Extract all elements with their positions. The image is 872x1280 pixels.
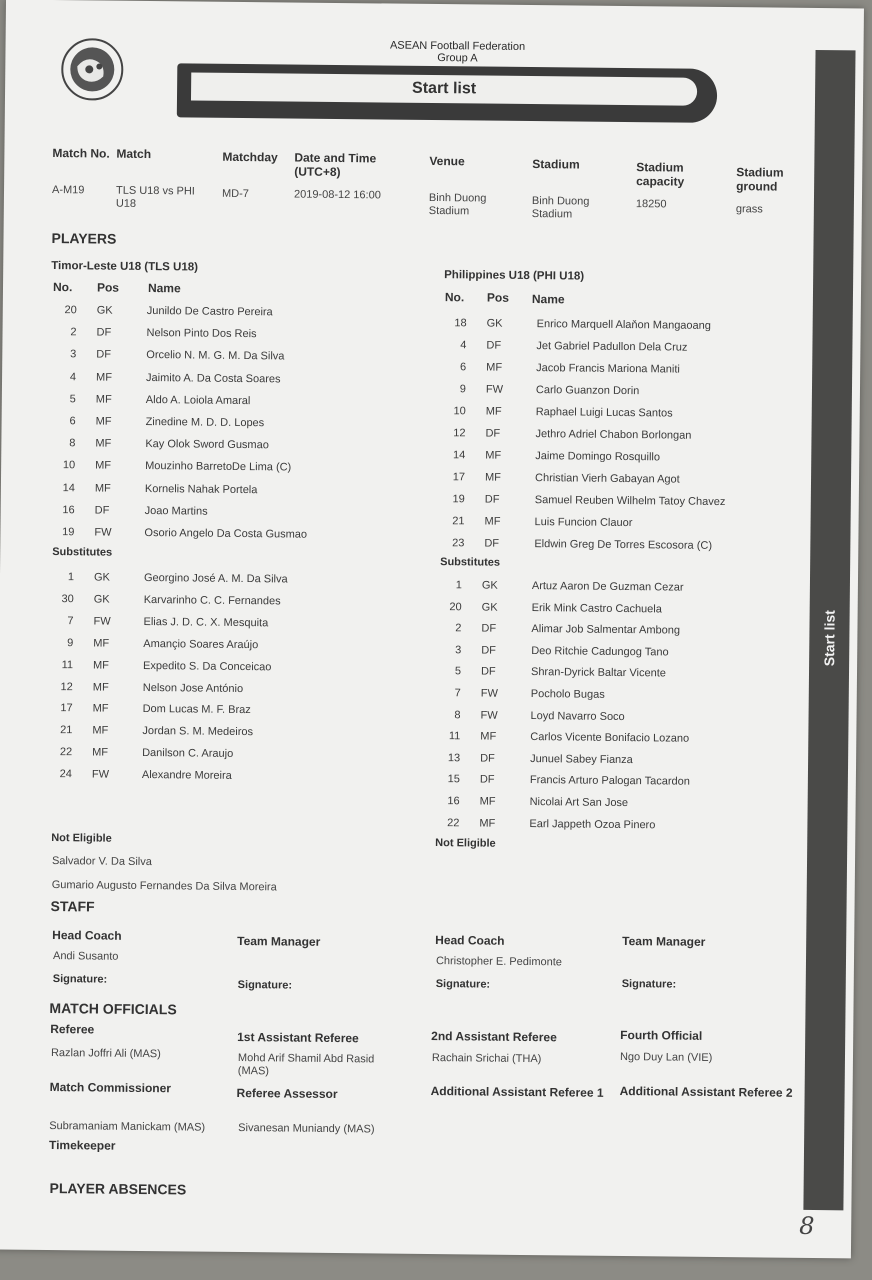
player-position: MF [93, 637, 110, 650]
player-number: 10 [62, 459, 76, 472]
player-number: 1 [67, 571, 75, 584]
aar1-label: Additional Assistant Referee 1 [430, 1084, 604, 1100]
document-title: Start list [191, 72, 697, 105]
player-name: Orcelio N. M. G. M. Da Silva [146, 349, 285, 363]
player-position: DF [484, 537, 500, 550]
player-number: 30 [61, 593, 74, 606]
header-ground: Stadium ground [736, 165, 784, 194]
commissioner-name: Subramaniam Manickam (MAS) [49, 1120, 206, 1134]
player-position: MF [92, 680, 109, 694]
ar1-label: 1st Assistant Referee [237, 1029, 359, 1046]
player-position: GK [93, 571, 110, 584]
player-position: GK [96, 304, 113, 317]
header-match-no: Match No. [52, 146, 110, 161]
player-number: 17 [452, 471, 466, 484]
ar2-name: Rachain Srichai (THA) [431, 1052, 542, 1066]
home-not-eligible-1: Salvador V. Da Silva [51, 855, 152, 869]
player-number: 11 [448, 730, 461, 743]
player-number: 6 [69, 415, 76, 428]
group-name: Group A [437, 52, 478, 65]
player-number: 14 [62, 481, 75, 494]
player-position: MF [92, 724, 109, 737]
player-name: Kornelis Nahak Portela [144, 482, 258, 496]
home-not-eligible-label: Not Eligible [51, 832, 112, 845]
home-head-coach: Andi Susanto [52, 950, 119, 963]
player-number: 2 [70, 326, 77, 339]
player-name: Jaimito A. Da Costa Soares [146, 371, 281, 385]
player-position: GK [481, 579, 498, 592]
player-position: MF [479, 817, 496, 830]
player-name: Loyd Navarro Soco [530, 709, 625, 723]
value-ground: grass [735, 203, 763, 216]
player-name: Danilson C. Araujo [142, 747, 234, 761]
value-stadium: Binh Duong Stadium [531, 195, 590, 221]
player-name: Jacob Francis Mariona Maniti [536, 362, 680, 376]
player-name: Enrico Marquell Alaňon Mangaoang [536, 318, 711, 332]
value-venue: Binh Duong Stadium [428, 191, 487, 218]
player-number: 23 [452, 537, 465, 550]
player-number: 21 [60, 724, 73, 737]
player-name: Earl Jappeth Ozoa Pinero [529, 817, 656, 831]
player-position: DF [96, 326, 112, 339]
player-number: 12 [60, 680, 73, 693]
player-position: DF [485, 427, 501, 440]
player-name: Carlo Guanzon Dorin [535, 384, 640, 398]
referee-label: Referee [50, 1022, 95, 1037]
player-number: 24 [59, 768, 72, 781]
player-number: 3 [455, 644, 462, 657]
home-col-pos: Pos [96, 280, 120, 295]
side-tab [803, 50, 855, 1210]
player-name: Carlos Vicente Bonifacio Lozano [530, 731, 690, 745]
player-position: DF [481, 644, 496, 657]
player-position: FW [91, 768, 110, 781]
player-position: MF [92, 746, 109, 759]
player-name: Mouzinho BarretoDe Lima (C) [145, 460, 292, 474]
player-number: 17 [60, 702, 73, 715]
player-position: FW [485, 383, 504, 396]
player-name: Christian Vierh Gabayan Agot [534, 472, 680, 486]
player-name: Jet Gabriel Padullon Dela Cruz [536, 340, 688, 354]
player-number: 13 [447, 751, 461, 765]
player-number: 16 [62, 503, 75, 517]
player-position: MF [95, 393, 112, 406]
player-position: DF [481, 622, 497, 635]
player-name: Karvarinho C. C. Fernandes [143, 593, 281, 608]
away-col-name: Name [531, 292, 565, 307]
player-number: 19 [62, 526, 75, 539]
home-team-manager-signature: Signature: [237, 978, 293, 992]
home-substitutes-label: Substitutes [52, 546, 113, 559]
player-name: Junuel Sabey Fianza [530, 752, 633, 766]
header-stadium: Stadium [532, 157, 580, 172]
player-name: Alimar Job Salmentar Ambong [531, 623, 681, 637]
player-number: 11 [61, 658, 74, 671]
assessor-label: Referee Assessor [236, 1085, 338, 1102]
player-position: FW [94, 526, 112, 539]
value-capacity: 18250 [635, 198, 667, 211]
player-position: GK [481, 601, 498, 614]
header-venue: Venue [429, 153, 465, 169]
player-number: 4 [69, 370, 77, 383]
player-number: 12 [453, 427, 466, 440]
player-absences-title: PLAYER ABSENCES [49, 1180, 187, 1198]
away-team-manager-label: Team Manager [622, 934, 706, 949]
player-position: MF [92, 659, 110, 672]
player-number: 8 [69, 437, 76, 450]
player-number: 16 [447, 795, 460, 808]
timekeeper-label: Timekeeper [48, 1138, 116, 1153]
home-head-coach-signature: Signature: [52, 973, 108, 986]
player-name: Jordan S. M. Medeiros [142, 725, 254, 739]
player-position: FW [93, 615, 111, 628]
player-name: Nicolai Art San Jose [529, 796, 629, 810]
header-datetime: Date and Time (UTC+8) [294, 150, 377, 180]
officials-title: MATCH OFFICIALS [49, 1000, 177, 1018]
player-name: Kay Olok Sword Gusmao [145, 438, 269, 452]
staff-title: STAFF [50, 898, 95, 915]
away-not-eligible-label: Not Eligible [435, 837, 496, 850]
player-name: Artuz Aaron De Guzman Cezar [531, 580, 684, 594]
commissioner-label: Match Commissioner [49, 1080, 172, 1096]
player-position: MF [95, 415, 112, 428]
player-number: 20 [64, 304, 77, 317]
player-name: Expedito S. Da Conceicao [142, 659, 272, 673]
player-position: GK [486, 317, 503, 330]
player-position: DF [96, 348, 112, 362]
player-position: MF [484, 471, 501, 484]
player-position: DF [480, 752, 495, 765]
player-name: Alexandre Moreira [141, 769, 232, 783]
player-number: 15 [447, 773, 460, 786]
player-name: Jethro Adriel Chabon Borlongan [535, 428, 692, 442]
player-position: DF [480, 665, 496, 679]
away-substitutes-label: Substitutes [440, 556, 501, 569]
player-name: Georgino José A. M. Da Silva [143, 571, 288, 586]
fourth-official-label: Fourth Official [620, 1027, 703, 1043]
player-number: 10 [453, 405, 466, 418]
player-position: MF [479, 795, 496, 808]
player-number: 9 [459, 383, 467, 396]
player-position: MF [95, 459, 112, 473]
player-name: Aldo A. Loiola Amaral [145, 393, 251, 407]
value-match-no: A-M19 [51, 184, 85, 197]
org-name: ASEAN Football Federation [389, 39, 526, 53]
value-datetime: 2019-08-12 16:00 [293, 188, 381, 202]
player-position: MF [485, 449, 502, 462]
player-name: Zinedine M. D. D. Lopes [145, 415, 265, 430]
player-position: FW [480, 709, 498, 722]
player-position: GK [93, 593, 110, 606]
away-head-coach-signature: Signature: [435, 978, 491, 991]
player-name: Shran-Dyrick Baltar Vicente [530, 666, 666, 680]
players-title: PLAYERS [51, 229, 117, 247]
player-number: 9 [67, 636, 74, 649]
player-name: Elias J. D. C. X. Mesquita [143, 615, 269, 630]
side-tab-label: Start list [821, 610, 838, 667]
player-position: MF [94, 482, 111, 495]
player-number: 4 [460, 339, 467, 352]
player-number: 6 [460, 361, 467, 374]
assessor-name: Sivanesan Muniandy (MAS) [238, 1122, 375, 1136]
player-number: 22 [59, 746, 73, 759]
away-team-name: Philippines U18 (PHI U18) [444, 269, 585, 283]
away-col-pos: Pos [486, 290, 510, 305]
player-name: Amançio Soares Araújo [143, 637, 259, 651]
player-position: MF [95, 437, 112, 450]
player-number: 1 [455, 579, 462, 592]
player-name: Francis Arturo Palogan Tacardon [529, 774, 690, 789]
player-number: 14 [452, 449, 466, 462]
player-position: DF [486, 339, 502, 352]
away-team-manager-signature: Signature: [621, 978, 677, 991]
away-head-coach-label: Head Coach [435, 933, 505, 948]
home-col-no: No. [52, 280, 73, 295]
player-name: Joao Martins [144, 504, 208, 518]
title-banner [177, 63, 718, 123]
player-number: 21 [452, 515, 465, 528]
player-number: 2 [455, 622, 462, 635]
player-name: Raphael Luigi Lucas Santos [535, 406, 673, 420]
player-position: MF [92, 702, 109, 716]
home-not-eligible-2: Gumario Augusto Fernandes Da Silva Moreira [51, 879, 277, 894]
player-number: 18 [454, 317, 467, 330]
player-name: Nelson Jose António [142, 681, 244, 695]
ar1-name: Mohd Arif Shamil Abd Rasid (MAS) [237, 1051, 375, 1078]
home-team-name: Timor-Leste U18 (TLS U18) [51, 259, 199, 274]
player-position: MF [485, 405, 502, 418]
player-number: 5 [69, 392, 76, 406]
player-position: MF [484, 515, 501, 528]
org-header [357, 39, 557, 65]
player-number: 22 [447, 816, 460, 829]
value-match: TLS U18 vs PHI U18 [115, 184, 195, 210]
player-name: Nelson Pinto Dos Reis [146, 327, 257, 341]
referee-name: Razlan Joffri Ali (MAS) [50, 1047, 161, 1061]
page-number: 8 [799, 1211, 815, 1241]
player-number: 8 [454, 708, 461, 721]
value-matchday: MD-7 [221, 187, 249, 201]
aar2-label: Additional Assistant Referee 2 [619, 1083, 793, 1100]
player-name: Samuel Reuben Wilhelm Tatoy Chavez [534, 494, 726, 509]
header-capacity: Stadium capacity [636, 160, 685, 189]
player-number: 19 [452, 493, 465, 506]
player-position: MF [480, 730, 497, 743]
player-number: 7 [67, 614, 74, 628]
away-col-no: No. [444, 290, 465, 305]
ar2-label: 2nd Assistant Referee [431, 1029, 557, 1045]
header-matchday: Matchday [222, 149, 278, 165]
home-team-manager-label: Team Manager [237, 933, 321, 949]
player-name: Junildo De Castro Pereira [146, 304, 273, 319]
player-name: Pocholo Bugas [530, 688, 605, 701]
player-position: MF [486, 361, 503, 374]
player-name: Eldwin Greg De Torres Escosora (C) [534, 538, 713, 552]
player-number: 5 [454, 665, 462, 678]
player-position: DF [479, 773, 495, 787]
fourth-official-name: Ngo Duy Lan (VIE) [619, 1050, 713, 1064]
player-number: 3 [70, 348, 77, 361]
player-name: Erik Mink Castro Cachuela [531, 601, 662, 616]
player-name: Luis Funcion Clauor [534, 516, 633, 530]
home-head-coach-label: Head Coach [52, 928, 122, 943]
player-name: Osorio Angelo Da Costa Gusmao [144, 526, 308, 541]
player-name: Jaime Domingo Rosquillo [535, 450, 661, 464]
player-name: Deo Ritchie Cadungog Tano [531, 644, 669, 659]
aff-logo-icon [59, 36, 126, 103]
home-col-name: Name [147, 281, 181, 296]
player-position: DF [94, 504, 110, 517]
away-head-coach: Christopher E. Pedimonte [435, 955, 562, 969]
player-number: 20 [449, 600, 462, 613]
player-position: MF [96, 371, 113, 384]
player-name: Dom Lucas M. F. Braz [142, 703, 251, 717]
player-position: FW [480, 687, 498, 700]
player-number: 7 [454, 687, 461, 700]
header-match: Match [116, 146, 152, 162]
player-position: DF [484, 493, 500, 506]
